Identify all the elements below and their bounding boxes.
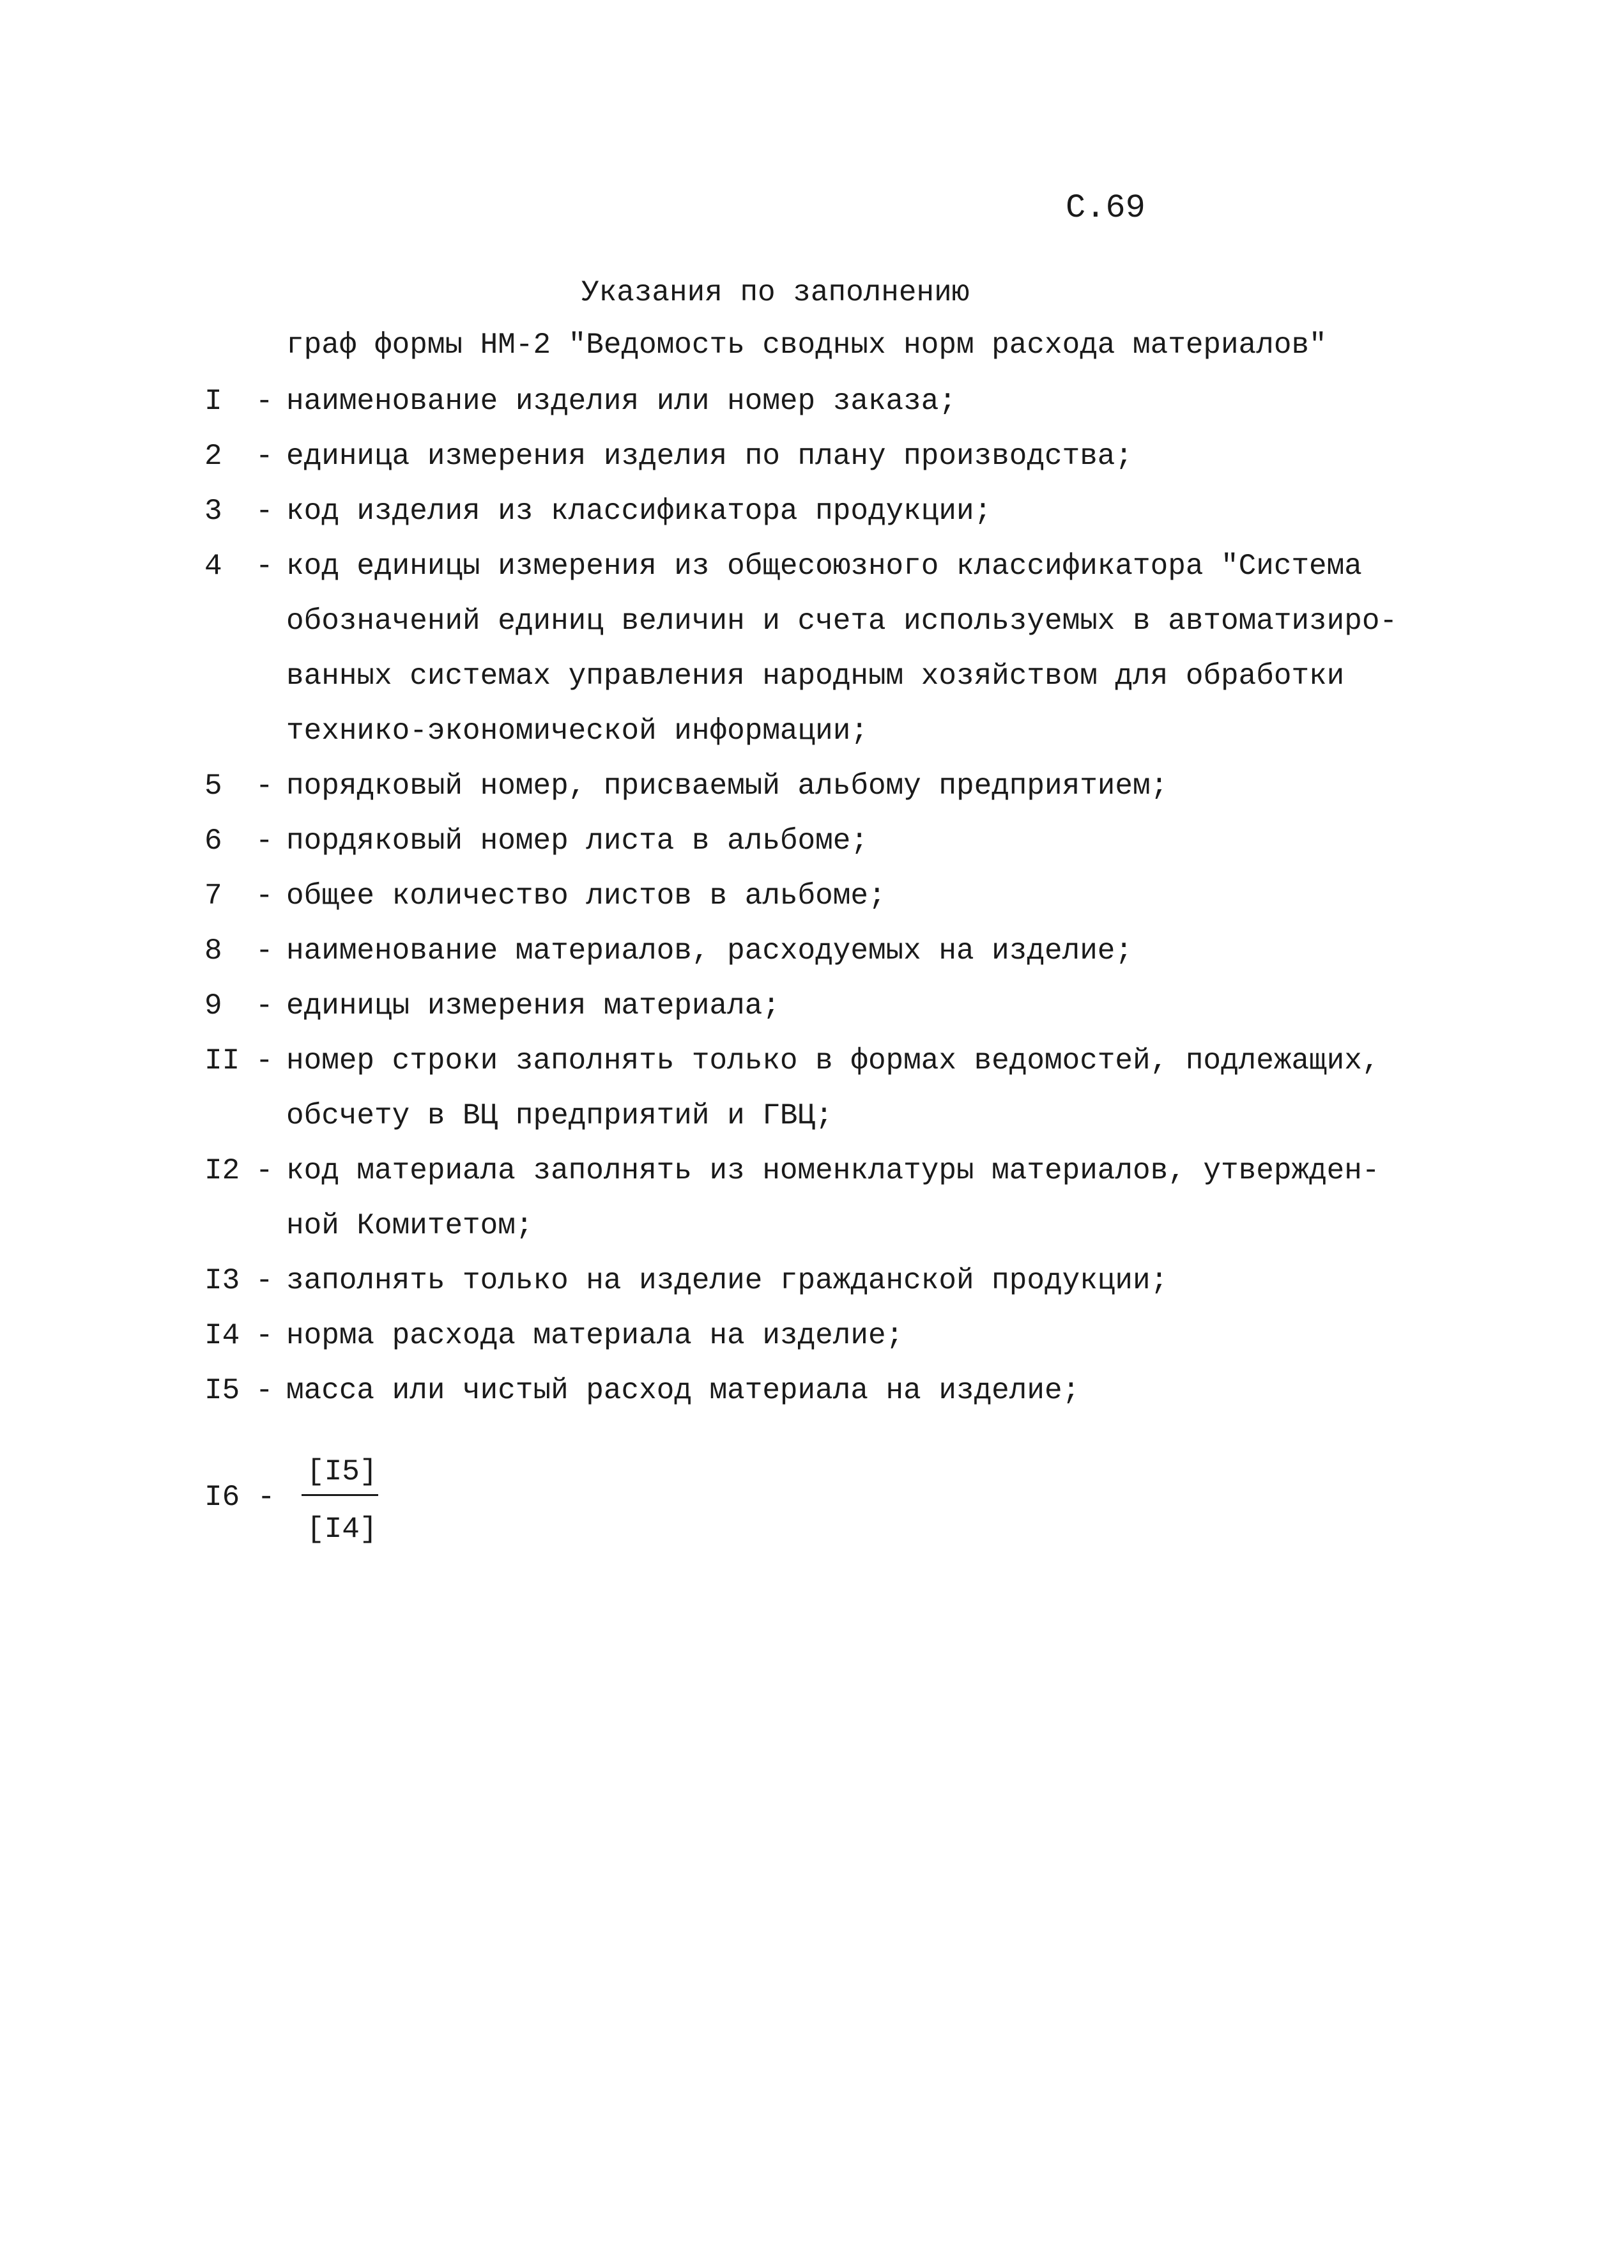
formula-numerator: [I5] — [307, 1455, 378, 1488]
item-number: II — [204, 1044, 240, 1077]
item-number: 6 — [204, 824, 222, 858]
item-dash: - — [256, 1264, 273, 1297]
item-number: 8 — [204, 934, 222, 968]
item-dash: - — [256, 934, 273, 968]
item-dash: - — [256, 1319, 273, 1352]
item-text-continuation: обсчету в ВЦ предприятий и ГВЦ; — [286, 1099, 833, 1132]
heading-subtitle: граф формы НМ-2 "Ведомость сводных норм расхода материалов" — [286, 328, 1327, 362]
fraction-bar — [302, 1494, 378, 1496]
item-text: порядковый номер, присваемый альбому предприятием; — [286, 769, 1168, 803]
item-dash: - — [256, 1374, 273, 1407]
item-dash: - — [256, 440, 273, 473]
item-dash: - — [256, 550, 273, 583]
item-number: 2 — [204, 440, 222, 473]
heading-title: Указания по заполнению — [581, 276, 970, 309]
formula-label: I6 - — [204, 1481, 275, 1514]
item-dash: - — [256, 879, 273, 913]
item-text-continuation: технико-экономической информации; — [286, 714, 868, 748]
item-text: наименование изделия или номер заказа; — [286, 385, 956, 418]
formula-denominator: [I4] — [307, 1513, 378, 1546]
item-number: 5 — [204, 769, 222, 803]
item-dash: - — [256, 769, 273, 803]
item-number: I — [204, 385, 222, 418]
item-text: пордяковый номер листа в альбоме; — [286, 824, 868, 858]
item-dash: - — [256, 989, 273, 1022]
item-text-continuation: ной Комитетом; — [286, 1209, 533, 1242]
item-dash: - — [256, 1154, 273, 1187]
item-dash: - — [256, 824, 273, 858]
item-number: I5 — [204, 1374, 240, 1407]
item-text: общее количество листов в альбоме; — [286, 879, 886, 913]
item-dash: - — [256, 495, 273, 528]
item-text: единицы измерения материала; — [286, 989, 780, 1022]
item-text: заполнять только на изделие гражданской продукции; — [286, 1264, 1168, 1297]
item-text: единица измерения изделия по плану производства; — [286, 440, 1133, 473]
item-text: наименование материалов, расходуемых на изделие; — [286, 934, 1133, 968]
item-text-continuation: обозначений единиц величин и счета используемых в автоматизиро- — [286, 605, 1398, 638]
item-text-continuation: ванных системах управления народным хозяйством для обработки — [286, 660, 1345, 693]
item-number: 9 — [204, 989, 222, 1022]
item-text: код единицы измерения из общесоюзного классификатора "Система — [286, 550, 1362, 583]
page-number: С.69 — [1066, 189, 1145, 227]
item-text: масса или чистый расход материала на изделие; — [286, 1374, 1080, 1407]
item-text: код материала заполнять из номенклатуры материалов, утвержден- — [286, 1154, 1380, 1187]
item-dash: - — [256, 1044, 273, 1077]
item-number: 3 — [204, 495, 222, 528]
item-text: номер строки заполнять только в формах ведомостей, подлежащих, — [286, 1044, 1380, 1077]
item-number: 4 — [204, 550, 222, 583]
item-text: код изделия из классификатора продукции; — [286, 495, 992, 528]
item-number: 7 — [204, 879, 222, 913]
item-number: I2 — [204, 1154, 240, 1187]
item-number: I4 — [204, 1319, 240, 1352]
item-text: норма расхода материала на изделие; — [286, 1319, 904, 1352]
item-number: I3 — [204, 1264, 240, 1297]
item-dash: - — [256, 385, 273, 418]
